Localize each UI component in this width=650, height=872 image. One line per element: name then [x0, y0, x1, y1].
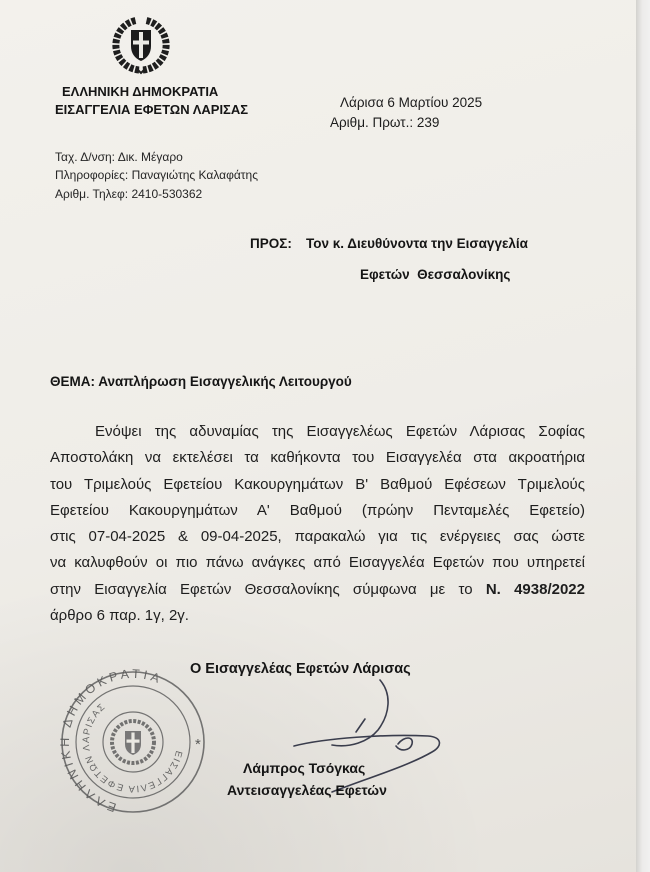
header-country: ΕΛΛΗΝΙΚΗ ΔΗΜΟΚΡΑΤΙΑ — [62, 84, 219, 99]
stamp-inner-text: ΕΙΣΑΓΓΕΛΙΑ ΕΦΕΤΩΝ ΛΑΡΙΣΑΣ — [80, 701, 185, 795]
contact-address: Ταχ. Δ/νση: Δικ. Μέγαρο — [55, 150, 183, 164]
contact-phone: Αριθμ. Τηλεφ: 2410-530362 — [55, 187, 203, 201]
subject-line — [50, 374, 352, 390]
law-reference: Ν. 4938/2022 — [485, 580, 585, 598]
body-line: Αποστολάκη να εκτελέσει τα καθήκοντα του Εισαγγελέα στα ακροατήρια — [50, 449, 585, 467]
document-date: Λάρισα 6 Μαρτίου 2025 — [340, 95, 483, 110]
body-line-text: στην Εισαγγελία Εφετών Θεσσαλονίκης σύμφωνα με το — [50, 580, 473, 598]
stamp-outer-text: ΕΛΛΗΝΙΚΗ ΔΗΜΟΚΡΑΤΙΑ — [58, 668, 165, 815]
greek-coat-of-arms-icon — [111, 15, 171, 75]
protocol-number: Αριθμ. Πρωτ.: 239 — [330, 115, 440, 130]
recipient-line-1: Τον κ. Διευθύνοντα την Εισαγγελία — [306, 236, 528, 251]
signatory-title: Ο Εισαγγελέας Εφετών Λάρισας — [190, 661, 411, 677]
stamp-emblem-icon — [112, 721, 154, 763]
body-line — [50, 577, 585, 603]
recipient-line-2: Εφετών Θεσσαλονίκης — [360, 267, 511, 282]
page-edge-background — [636, 0, 650, 872]
letter-body — [50, 419, 585, 629]
body-line: Εφετείου Κακουργημάτων Α' Βαθμού (πρώην Πενταμελές Εφετείο) — [50, 501, 585, 519]
handwritten-signature — [280, 672, 450, 800]
recipient-label: ΠΡΟΣ: — [250, 236, 292, 251]
stamp-star-mark: * — [195, 736, 201, 753]
contact-info: Πληροφορίες: Παναγιώτης Καλαφάτης — [55, 168, 258, 182]
subject-text: Αναπλήρωση Εισαγγελικής Λειτουργού — [98, 374, 352, 389]
body-line: του Τριμελούς Εφετείου Κακουργημάτων Β' Βαθμού Εφέσεων Τριμελούς — [50, 475, 585, 493]
body-line: άρθρο 6 παρ. 1γ, 2γ. — [50, 607, 189, 625]
subject-label: ΘΕΜΑ: — [50, 374, 95, 389]
body-line: Ενόψει της αδυναμίας της Εισαγγελέως Εφετών Λάρισας Σοφίας — [95, 423, 585, 440]
body-line: να καλυφθούν οι πιο πάνω ανάγκες από Εισαγγελέα Εφετών που υπηρετεί — [50, 554, 585, 572]
signatory-name: Λάμπρος Τσόγκας — [243, 760, 366, 776]
signatory-position: Αντεισαγγελέας Εφετών — [227, 782, 387, 798]
body-line: στις 07-04-2025 & 09-04-2025, παρακαλώ για τις ενέργειες σας ώστε — [50, 528, 585, 546]
header-office: ΕΙΣΑΓΓΕΛΙΑ ΕΦΕΤΩΝ ΛΑΡΙΣΑΣ — [55, 102, 249, 117]
official-stamp — [58, 668, 208, 816]
